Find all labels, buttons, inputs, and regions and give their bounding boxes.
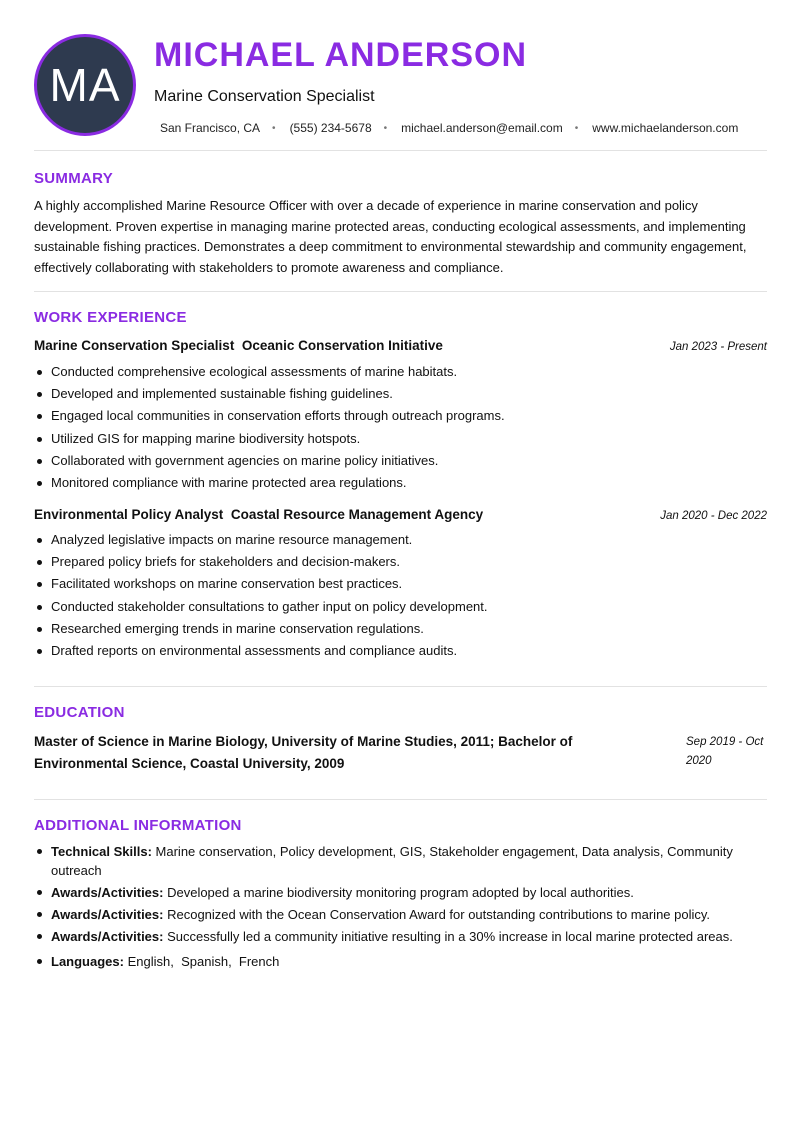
job-bullets — [34, 361, 767, 494]
list-item — [34, 883, 767, 902]
languages-item — [34, 952, 767, 971]
job-role: Environmental Policy Analyst — [34, 507, 224, 522]
education-dates: Sep 2019 - Oct 2020 — [686, 736, 764, 767]
list-item — [34, 842, 767, 880]
contact-bar — [160, 121, 738, 135]
summary-text: A highly accomplished Marine Resource Officer with over a decade of experience in marine conservation and policy development. Proven expertise in managing marine protected areas, conducting ecological assessments, and implementing sustainable fishing practices. Demonstrates a deep commitment to environmental stewardship and community engagement, effectively collaborating with stakeholders to promote awareness and compliance. — [34, 198, 747, 275]
avatar — [34, 34, 136, 136]
item-text: Recognized with the Ocean Conservation Award for outstanding contributions to marine policy. — [167, 907, 711, 922]
list-item: Analyzed legislative impacts on marine resource management. — [34, 529, 767, 551]
item-text: Marine conservation, Policy development, GIS, Stakeholder engagement, Data analysis, Community outreach — [51, 844, 733, 878]
job-bullets — [34, 529, 767, 662]
list-item: Conducted stakeholder consultations to gather input on policy development. — [34, 596, 767, 618]
section-divider — [34, 150, 767, 151]
work-experience-heading: WORK EXPERIENCE — [34, 309, 187, 326]
list-item: Researched emerging trends in marine conservation regulations. — [34, 618, 767, 640]
list-item: Developed and implemented sustainable fishing guidelines. — [34, 383, 767, 405]
job-header — [34, 507, 767, 522]
separator-dot: • — [272, 122, 276, 134]
additional-info-heading: ADDITIONAL INFORMATION — [34, 817, 242, 834]
job-header — [34, 338, 767, 353]
language: , French — [228, 954, 279, 969]
language: , Spanish — [170, 954, 228, 969]
contact-phone: (555) 234-5678 — [289, 121, 372, 135]
candidate-title: Marine Conservation Specialist — [154, 88, 375, 105]
education-entry: Master of Science in Marine Biology, University of Marine Studies, 2011; Bachelor of Environmental Science, Coastal University, 2009 — [34, 734, 573, 771]
summary-heading: SUMMARY — [34, 170, 114, 187]
list-item: Prepared policy briefs for stakeholders and decision-makers. — [34, 551, 767, 573]
additional-info-list — [34, 842, 767, 974]
list-item — [34, 905, 767, 924]
list-item: Utilized GIS for mapping marine biodiversity hotspots. — [34, 428, 767, 450]
job-title — [34, 507, 483, 522]
item-label: Awards/Activities: — [51, 929, 164, 944]
separator-dot: • — [383, 122, 388, 134]
languages-label: Languages: — [51, 954, 124, 969]
section-divider — [34, 291, 767, 292]
avatar-initials: MA — [49, 59, 121, 111]
education-heading: EDUCATION — [34, 704, 125, 721]
list-item: Engaged local communities in conservation efforts through outreach programs. — [34, 405, 767, 427]
list-item: Collaborated with government agencies on marine policy initiatives. — [34, 450, 767, 472]
list-item: Drafted reports on environmental assessments and compliance audits. — [34, 640, 767, 662]
job-title — [34, 338, 443, 353]
contact-location: San Francisco, CA — [160, 121, 261, 135]
item-label: Awards/Activities: — [51, 907, 164, 922]
candidate-name: MICHAEL ANDERSON — [154, 36, 528, 74]
item-text: Developed a marine biodiversity monitoring program adopted by local authorities. — [167, 885, 634, 900]
list-item: Conducted comprehensive ecological assessments of marine habitats. — [34, 361, 767, 383]
job-company: Coastal Resource Management Agency — [230, 507, 484, 522]
separator-dot: • — [574, 122, 579, 134]
contact-email[interactable]: michael.anderson@email.com — [401, 121, 563, 135]
job-company: Oceanic Conservation Initiative — [241, 338, 443, 353]
contact-website[interactable]: www.michaelanderson.com — [592, 121, 739, 135]
language: English — [127, 954, 171, 969]
job-role: Marine Conservation Specialist — [34, 338, 235, 353]
job-dates: Jan 2020 - Dec 2022 — [660, 510, 767, 522]
item-text: Successfully led a community initiative resulting in a 30% increase in local marine protected areas. — [167, 929, 733, 944]
section-divider — [34, 799, 767, 800]
list-item: Monitored compliance with marine protected area regulations. — [34, 472, 767, 494]
list-item — [34, 927, 767, 946]
job-dates: Jan 2023 - Present — [669, 341, 767, 353]
item-label: Awards/Activities: — [51, 885, 164, 900]
section-divider — [34, 686, 767, 687]
list-item: Facilitated workshops on marine conservation best practices. — [34, 573, 767, 595]
item-label: Technical Skills: — [51, 844, 152, 859]
